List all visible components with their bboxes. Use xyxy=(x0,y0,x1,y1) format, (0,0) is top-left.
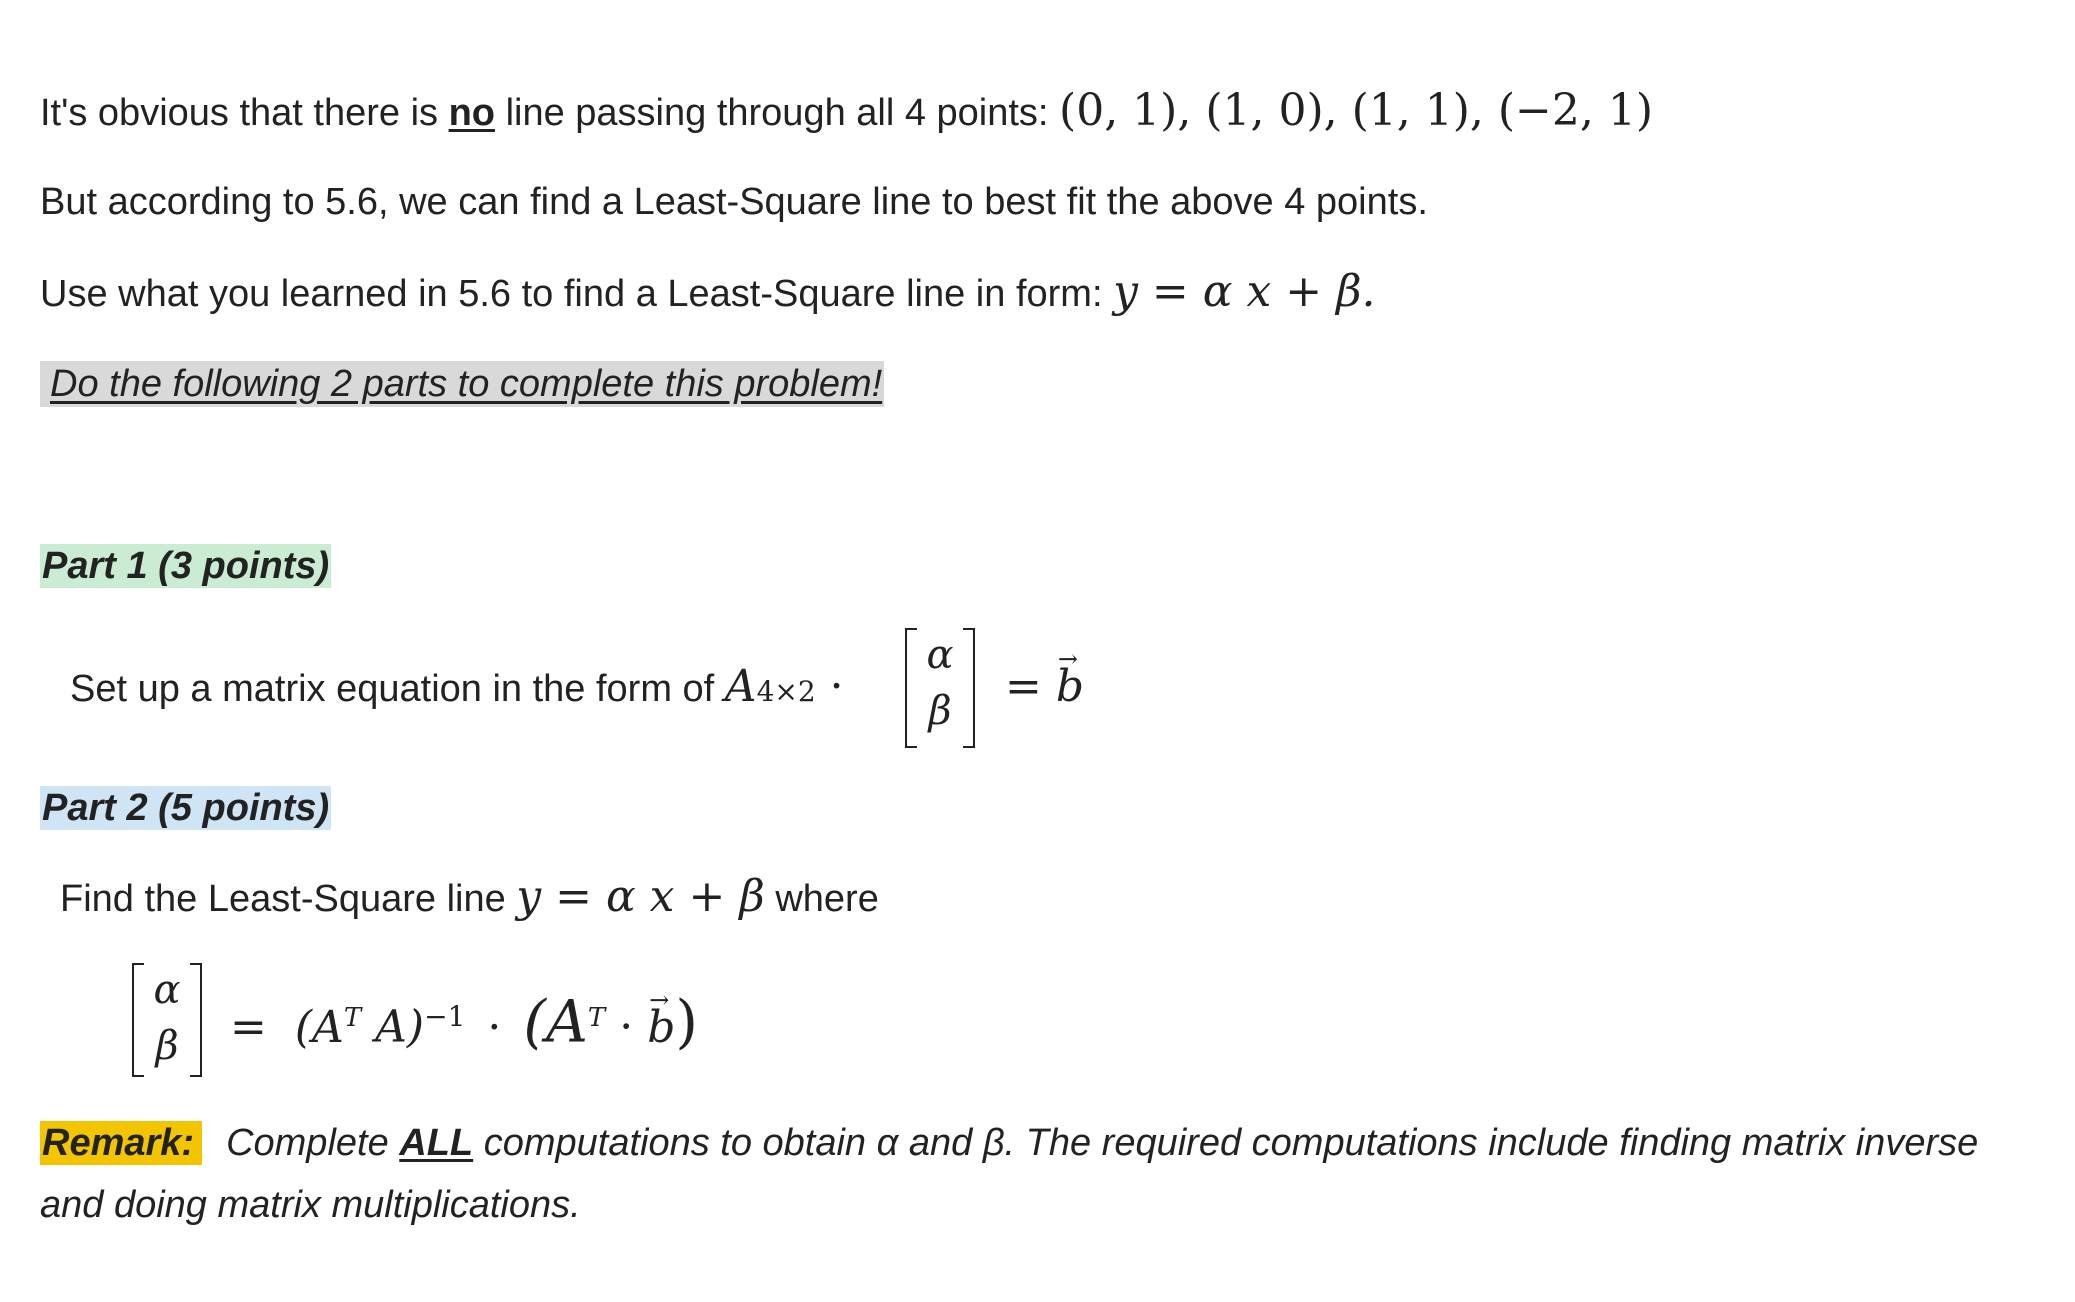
part2-heading-row xyxy=(40,784,331,832)
instruction-text: Use what you learned in 5.6 to find a Least-Square line in form: xyxy=(40,273,1114,315)
part1-rhs xyxy=(1005,663,1084,711)
part2-term2-transpose: T xyxy=(587,1003,606,1033)
part2-suffix: where xyxy=(764,878,879,920)
intro-prefix: It's obvious that there is xyxy=(40,92,449,134)
part2-inverse: −1 xyxy=(424,1000,466,1033)
part1-heading-row xyxy=(40,542,331,590)
vector-beta: β xyxy=(928,688,952,734)
part2-b-vector: → b xyxy=(647,1004,675,1052)
remark-text2: computations to obtain α and β. The required computations include finding matrix inverse and doing matrix multiplications. xyxy=(40,1122,1979,1226)
instruction-line xyxy=(40,268,1376,318)
part1-matrix-name: A xyxy=(724,661,757,712)
part1-vector xyxy=(905,628,975,748)
part2-term1-end: A) xyxy=(361,1001,425,1053)
part1-matrix-dims: 4×2 xyxy=(756,675,816,708)
part2-text: Find the Least-Square line xyxy=(60,878,517,920)
part1-b-vector: → b xyxy=(1056,663,1084,711)
part2-term1-transpose: T xyxy=(343,1003,362,1033)
part2-term1: (A xyxy=(294,1001,344,1053)
intro-suffix: line passing through all 4 points: xyxy=(495,92,1060,134)
part2-vector xyxy=(132,963,202,1077)
banner-text: Do the following 2 parts to complete this problem! xyxy=(40,361,884,407)
instruction-banner xyxy=(40,360,884,408)
vector-alpha: α xyxy=(926,632,954,678)
part1-dot: · xyxy=(829,661,844,712)
intro-line xyxy=(40,87,1653,137)
vector-alpha: α xyxy=(153,967,181,1013)
line-form-formula: y = α x + β. xyxy=(1113,266,1376,317)
intro-points: (0, 1), (1, 0), (1, 1), (−2, 1) xyxy=(1059,85,1654,136)
part1-text: Set up a matrix equation in the form of xyxy=(70,668,725,710)
part2-heading: Part 2 (5 points) xyxy=(42,787,330,829)
part2-eq: = xyxy=(230,1001,267,1053)
part1-equation xyxy=(70,663,844,716)
part2-formula: y = α x + β xyxy=(516,871,765,922)
remark-all: ALL xyxy=(399,1122,474,1164)
part1-heading: Part 1 (3 points) xyxy=(42,545,330,587)
intro-emphasis: no xyxy=(448,92,496,134)
part1-equals: = xyxy=(1005,661,1042,712)
part2-dot: · xyxy=(487,1001,502,1053)
part2-term2-open: (A xyxy=(523,987,588,1056)
remark-text1: Complete xyxy=(226,1122,400,1164)
vector-beta: β xyxy=(155,1023,179,1069)
part2-formula-rhs xyxy=(230,987,699,1056)
part2-line xyxy=(60,873,879,923)
part2-term2-dot: · xyxy=(605,1001,648,1053)
remark-block xyxy=(40,1112,2040,1236)
part2-term2-close: ) xyxy=(675,987,699,1056)
remark-label: Remark: xyxy=(40,1121,202,1165)
explanation-line: But according to 5.6, we can find a Least-Square line to best fit the above 4 points. xyxy=(40,181,1428,223)
